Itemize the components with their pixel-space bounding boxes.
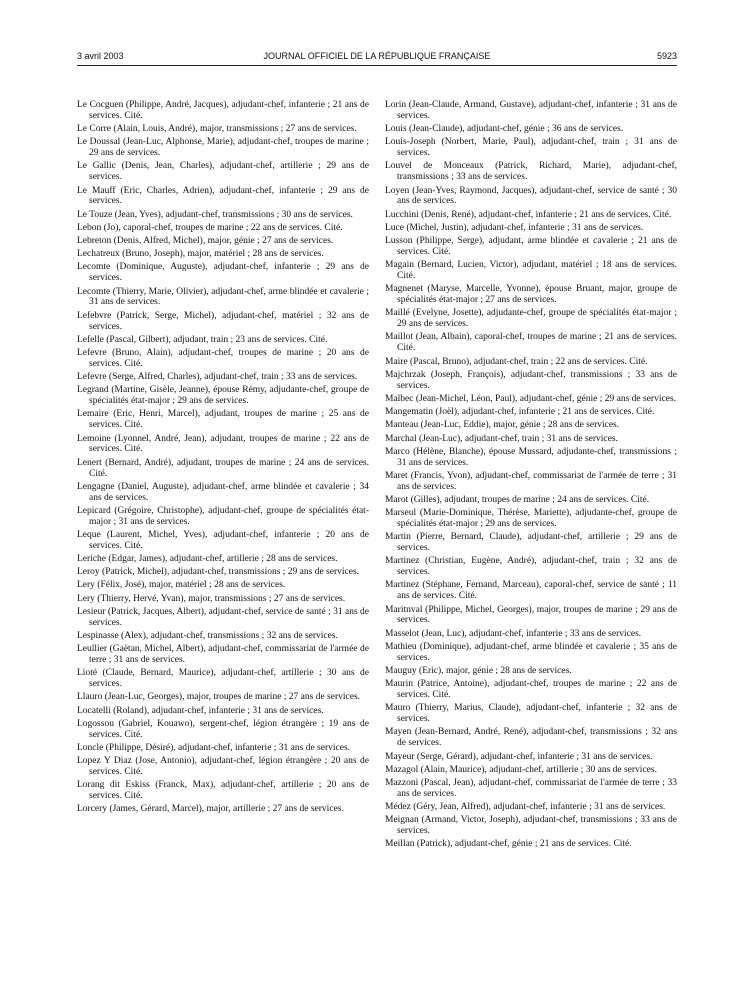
list-item: Mazagol (Alain, Maurice), adjudant-chef, artillerie ; 30 ans de services. — [385, 764, 657, 775]
list-item: Martinez (Christian, Eugène, André), adjudant-chef, train ; 32 ans de services. — [385, 556, 677, 578]
list-item: Logossou (Gabriel, Kouawo), sergent-chef, légion étrangère ; 19 ans de services. Cité. — [77, 718, 369, 740]
list-item: Le Corre (Alain, Louis, André), major, transmissions ; 27 ans de services. — [77, 124, 357, 135]
header-rule — [77, 65, 677, 66]
left-column — [77, 100, 369, 818]
list-item: Lenert (Bernard, André), adjudant, troupes de marine ; 24 ans de services. Cité. — [77, 457, 369, 479]
list-item: Maret (Francis, Yvon), adjudant-chef, commissariat de l'armée de terre ; 31 ans de services. — [385, 470, 677, 492]
list-item: Llauro (Jean-Luc, Georges), major, troupes de marine ; 27 ans de services. — [77, 692, 361, 703]
list-item: Maritnval (Philippe, Michel, Georges), major, troupes de marine ; 29 ans de services. — [385, 604, 677, 626]
list-item: Maillé (Evelyne, Josette), adjudante-chef, groupe de spécialités état-major ; 29 ans de services. — [385, 308, 677, 330]
header-page-number: 5923 — [656, 51, 677, 61]
list-item: Maire (Pascal, Bruno), adjudant-chef, train ; 22 ans de services. Cité. — [385, 356, 648, 367]
list-item: Lery (Félix, José), major, matériel ; 28 ans de services. — [77, 580, 286, 591]
list-item: Le Gallic (Denis, Jean, Charles), adjudant-chef, artillerie ; 29 ans de services. — [77, 161, 369, 183]
list-item: Louis-Joseph (Norbert, Marie, Paul), adjudant-chef, train ; 31 ans de services. — [385, 137, 677, 159]
list-item: Lefelle (Pascal, Gilbert), adjudant, train ; 23 ans de services. Cité. — [77, 334, 328, 345]
list-item: Magain (Bernard, Lucien, Victor), adjudant, matériel ; 18 ans de services. Cité. — [385, 260, 677, 282]
list-item: Leullier (Gaëtan, Michel, Albert), adjudant-chef, commissariat de l'armée de terre ; 31 ans de services. — [77, 644, 369, 666]
list-item: Maillot (Jean, Albain), caporal-chef, troupes de marine ; 21 ans de services. Cité. — [385, 332, 677, 354]
list-item: Lesieur (Patrick, Jacques, Albert), adjudant-chef, service de santé ; 31 ans de services. — [77, 606, 370, 628]
list-item: Lemoine (Lyonnel, André, Jean), adjudant, troupes de marine ; 22 ans de services. Cité. — [77, 433, 369, 455]
list-item: Louis (Jean-Claude), adjudant-chef, génie ; 36 ans de services. — [385, 124, 624, 135]
list-item: Magnenet (Maryse, Marcelle, Yvonne), épouse Bruant, major, groupe de spécialités état-major ; 27 ans de services. — [385, 284, 677, 306]
list-item: Lefevre (Serge, Alfred, Charles), adjudant-chef, train ; 33 ans de services. — [77, 372, 358, 383]
list-item: Martin (Pierre, Bernard, Claude), adjudant-chef, artillerie ; 29 ans de services. — [385, 532, 677, 554]
list-item: Lespinasse (Alex), adjudant-chef, transmissions ; 32 ans de services. — [77, 630, 338, 641]
list-item: Louvel de Monceaux (Patrick, Richard, Marie), adjudant-chef, transmissions ; 33 ans de services. — [385, 161, 677, 183]
list-item: Le Cocguen (Philippe, André, Jacques), adjudant-chef, infanterie ; 21 ans de services. Cité. — [77, 100, 369, 121]
list-item: Marot (Gilles), adjudant, troupes de marine ; 24 ans de services. Cité. — [385, 494, 650, 505]
list-item: Mayen (Jean-Bernard, André, René), adjudant-chef, transmissions ; 32 ans de services. — [385, 727, 677, 749]
list-item: Malbec (Jean-Michel, Léon, Paul), adjudant-chef, génie ; 29 ans de services. — [385, 393, 676, 404]
list-item: Le Touze (Jean, Yves), adjudant-chef, transmissions ; 30 ans de services. — [77, 209, 353, 220]
list-item: Mathieu (Dominique), adjudant-chef, arme blindée et cavalerie ; 35 ans de services. — [385, 641, 677, 663]
list-item: Luce (Michel, Justin), adjudant-chef, infanterie ; 31 ans de services. — [385, 222, 644, 233]
list-item: Lengagne (Daniel, Auguste), adjudant-chef, arme blindée et cavalerie ; 34 ans de services. — [77, 481, 369, 503]
list-item: Meillan (Patrick), adjudant-chef, génie ; 21 ans de services. Cité. — [385, 839, 632, 850]
list-item: Leque (Laurent, Michel, Yves), adjudant-chef, infanterie ; 20 ans de services. Cité. — [77, 529, 369, 551]
list-item: Majchrzak (Joseph, François), adjudant-chef, transmissions ; 33 ans de services. — [385, 369, 677, 391]
list-item: Lefevre (Bruno, Alain), adjudant-chef, troupes de marine ; 20 ans de services. Cité. — [77, 347, 369, 369]
list-item: Mauro (Thierry, Marius, Claude), adjudant-chef, infanterie ; 32 ans de services. — [385, 703, 677, 725]
list-item: Lery (Thierry, Hervé, Yvan), major, transmissions ; 27 ans de services. — [77, 593, 346, 604]
list-item: Maurin (Patrice, Antoine), adjudant-chef, troupes de marine ; 22 ans de services. Cité. — [385, 679, 677, 701]
list-item: Leroy (Patrick, Michel), adjudant-chef, transmissions ; 29 ans de services. — [77, 567, 360, 578]
list-item: Le Doussal (Jean-Luc, Alphonse, Marie), adjudant-chef, troupes de marine ; 29 ans de services. — [77, 137, 369, 159]
list-item: Lechatreux (Bruno, Joseph), major, matériel ; 28 ans de services. — [77, 249, 324, 260]
list-item: Lemaire (Eric, Henri, Marcel), adjudant, troupes de marine ; 25 ans de services. Cité. — [77, 409, 369, 431]
list-item: Martinez (Stéphane, Fernand, Marceau), caporal-chef, service de santé ; 11 ans de services. Cité. — [385, 580, 677, 602]
list-item: Le Mauff (Eric, Charles, Adrien), adjudant-chef, infanterie ; 29 ans de services. — [77, 185, 369, 207]
list-item: Marco (Hélène, Blanche), épouse Mussard, adjudante-chef, transmissions ; 31 ans de services. — [385, 446, 677, 468]
list-item: Legrand (Martine, Gisèle, Jeanne), épouse Rémy, adjudante-chef, groupe de spécialités état-major ; 29 ans de services. — [77, 385, 369, 407]
list-item: Mangematin (Joël), adjudant-chef, infanterie ; 21 ans de services. Cité. — [385, 407, 655, 418]
list-item: Meignan (Armand, Victor, Joseph), adjudant-chef, transmissions ; 33 ans de services. — [385, 815, 677, 837]
list-item: Lucchini (Denis, René), adjudant-chef, infanterie ; 21 ans de services. Cité. — [385, 209, 672, 220]
list-item: Lecomte (Dominique, Auguste), adjudant-chef, infanterie ; 29 ans de services. — [77, 262, 369, 284]
list-item: Leriche (Edgar, James), adjudant-chef, artillerie ; 28 ans de services. — [77, 554, 338, 565]
list-item: Lorin (Jean-Claude, Armand, Gustave), adjudant-chef, infanterie ; 31 ans de services. — [385, 100, 677, 121]
list-item: Lorang dit Eskiss (Franck, Max), adjudant-chef, artillerie ; 20 ans de services. Cité. — [77, 780, 369, 802]
page-header — [77, 51, 677, 65]
list-item: Lecomte (Thierry, Marie, Olivier), adjudant-chef, arme blindée et cavalerie ; 31 ans de services. — [77, 286, 369, 308]
list-item: Lebon (Jo), caporal-chef, troupes de marine ; 22 ans de services. Cité. — [77, 222, 343, 233]
list-item: Loyen (Jean-Yves, Raymond, Jacques), adjudant-chef, service de santé ; 30 ans de services. — [385, 185, 677, 207]
list-item: Marseul (Marie-Dominique, Thérèse, Mariette), adjudante-chef, groupe de spécialités état-major ; 29 ans de services. — [385, 508, 677, 530]
header-title: JOURNAL OFFICIEL DE LA RÉPUBLIQUE FRANÇAISE — [263, 51, 491, 61]
list-item: Loncle (Philippe, Désiré), adjudant-chef, infanterie ; 31 ans de services. — [77, 742, 351, 753]
list-item: Mayeur (Serge, Gérard), adjudant-chef, infanterie ; 31 ans de services. — [385, 751, 653, 762]
list-item: Lioté (Claude, Bernard, Maurice), adjudant-chef, artillerie ; 30 ans de services. — [77, 668, 369, 690]
list-item: Lusson (Philippe, Serge), adjudant, arme blindée et cavalerie ; 21 ans de services. Cité. — [385, 236, 677, 257]
header-date: 3 avril 2003 — [77, 51, 124, 61]
list-item: Manteau (Jean-Luc, Eddie), major, génie ; 28 ans de services. — [385, 420, 620, 431]
list-item: Médez (Géry, Jean, Alfred), adjudant-chef, infanterie ; 31 ans de services. — [385, 802, 666, 813]
right-column — [385, 100, 677, 853]
list-item: Mauguy (Eric), major, génie ; 28 ans de services. — [385, 666, 572, 676]
list-item: Lorcery (James, Gérard, Marcel), major, artillerie ; 27 ans de services. — [77, 804, 344, 815]
list-item: Lebreton (Denis, Alfred, Michel), major, génie ; 27 ans de services. — [77, 236, 334, 247]
list-item: Locatelli (Roland), adjudant-chef, infanterie ; 31 ans de services. — [77, 705, 324, 716]
list-item: Lepicard (Grégoire, Christophe), adjudant-chef, groupe de spécialités état-major ; 31 ans de services. — [77, 505, 369, 527]
list-item: Mazzoni (Pascal, Jean), adjudant-chef, commissariat de l'armée de terre ; 33 ans de services. — [385, 777, 677, 799]
list-item: Marchal (Jean-Luc), adjudant-chef, train ; 31 ans de services. — [385, 433, 618, 444]
list-item: Lefebvre (Patrick, Serge, Michel), adjudant-chef, matériel ; 32 ans de services. — [77, 310, 369, 332]
list-item: Masselot (Jean, Luc), adjudant-chef, infanterie ; 33 ans de services. — [385, 628, 642, 639]
list-item: Lopez Y Diaz (Jose, Antonio), adjudant-chef, légion étrangère ; 20 ans de services. Cité. — [77, 756, 369, 778]
